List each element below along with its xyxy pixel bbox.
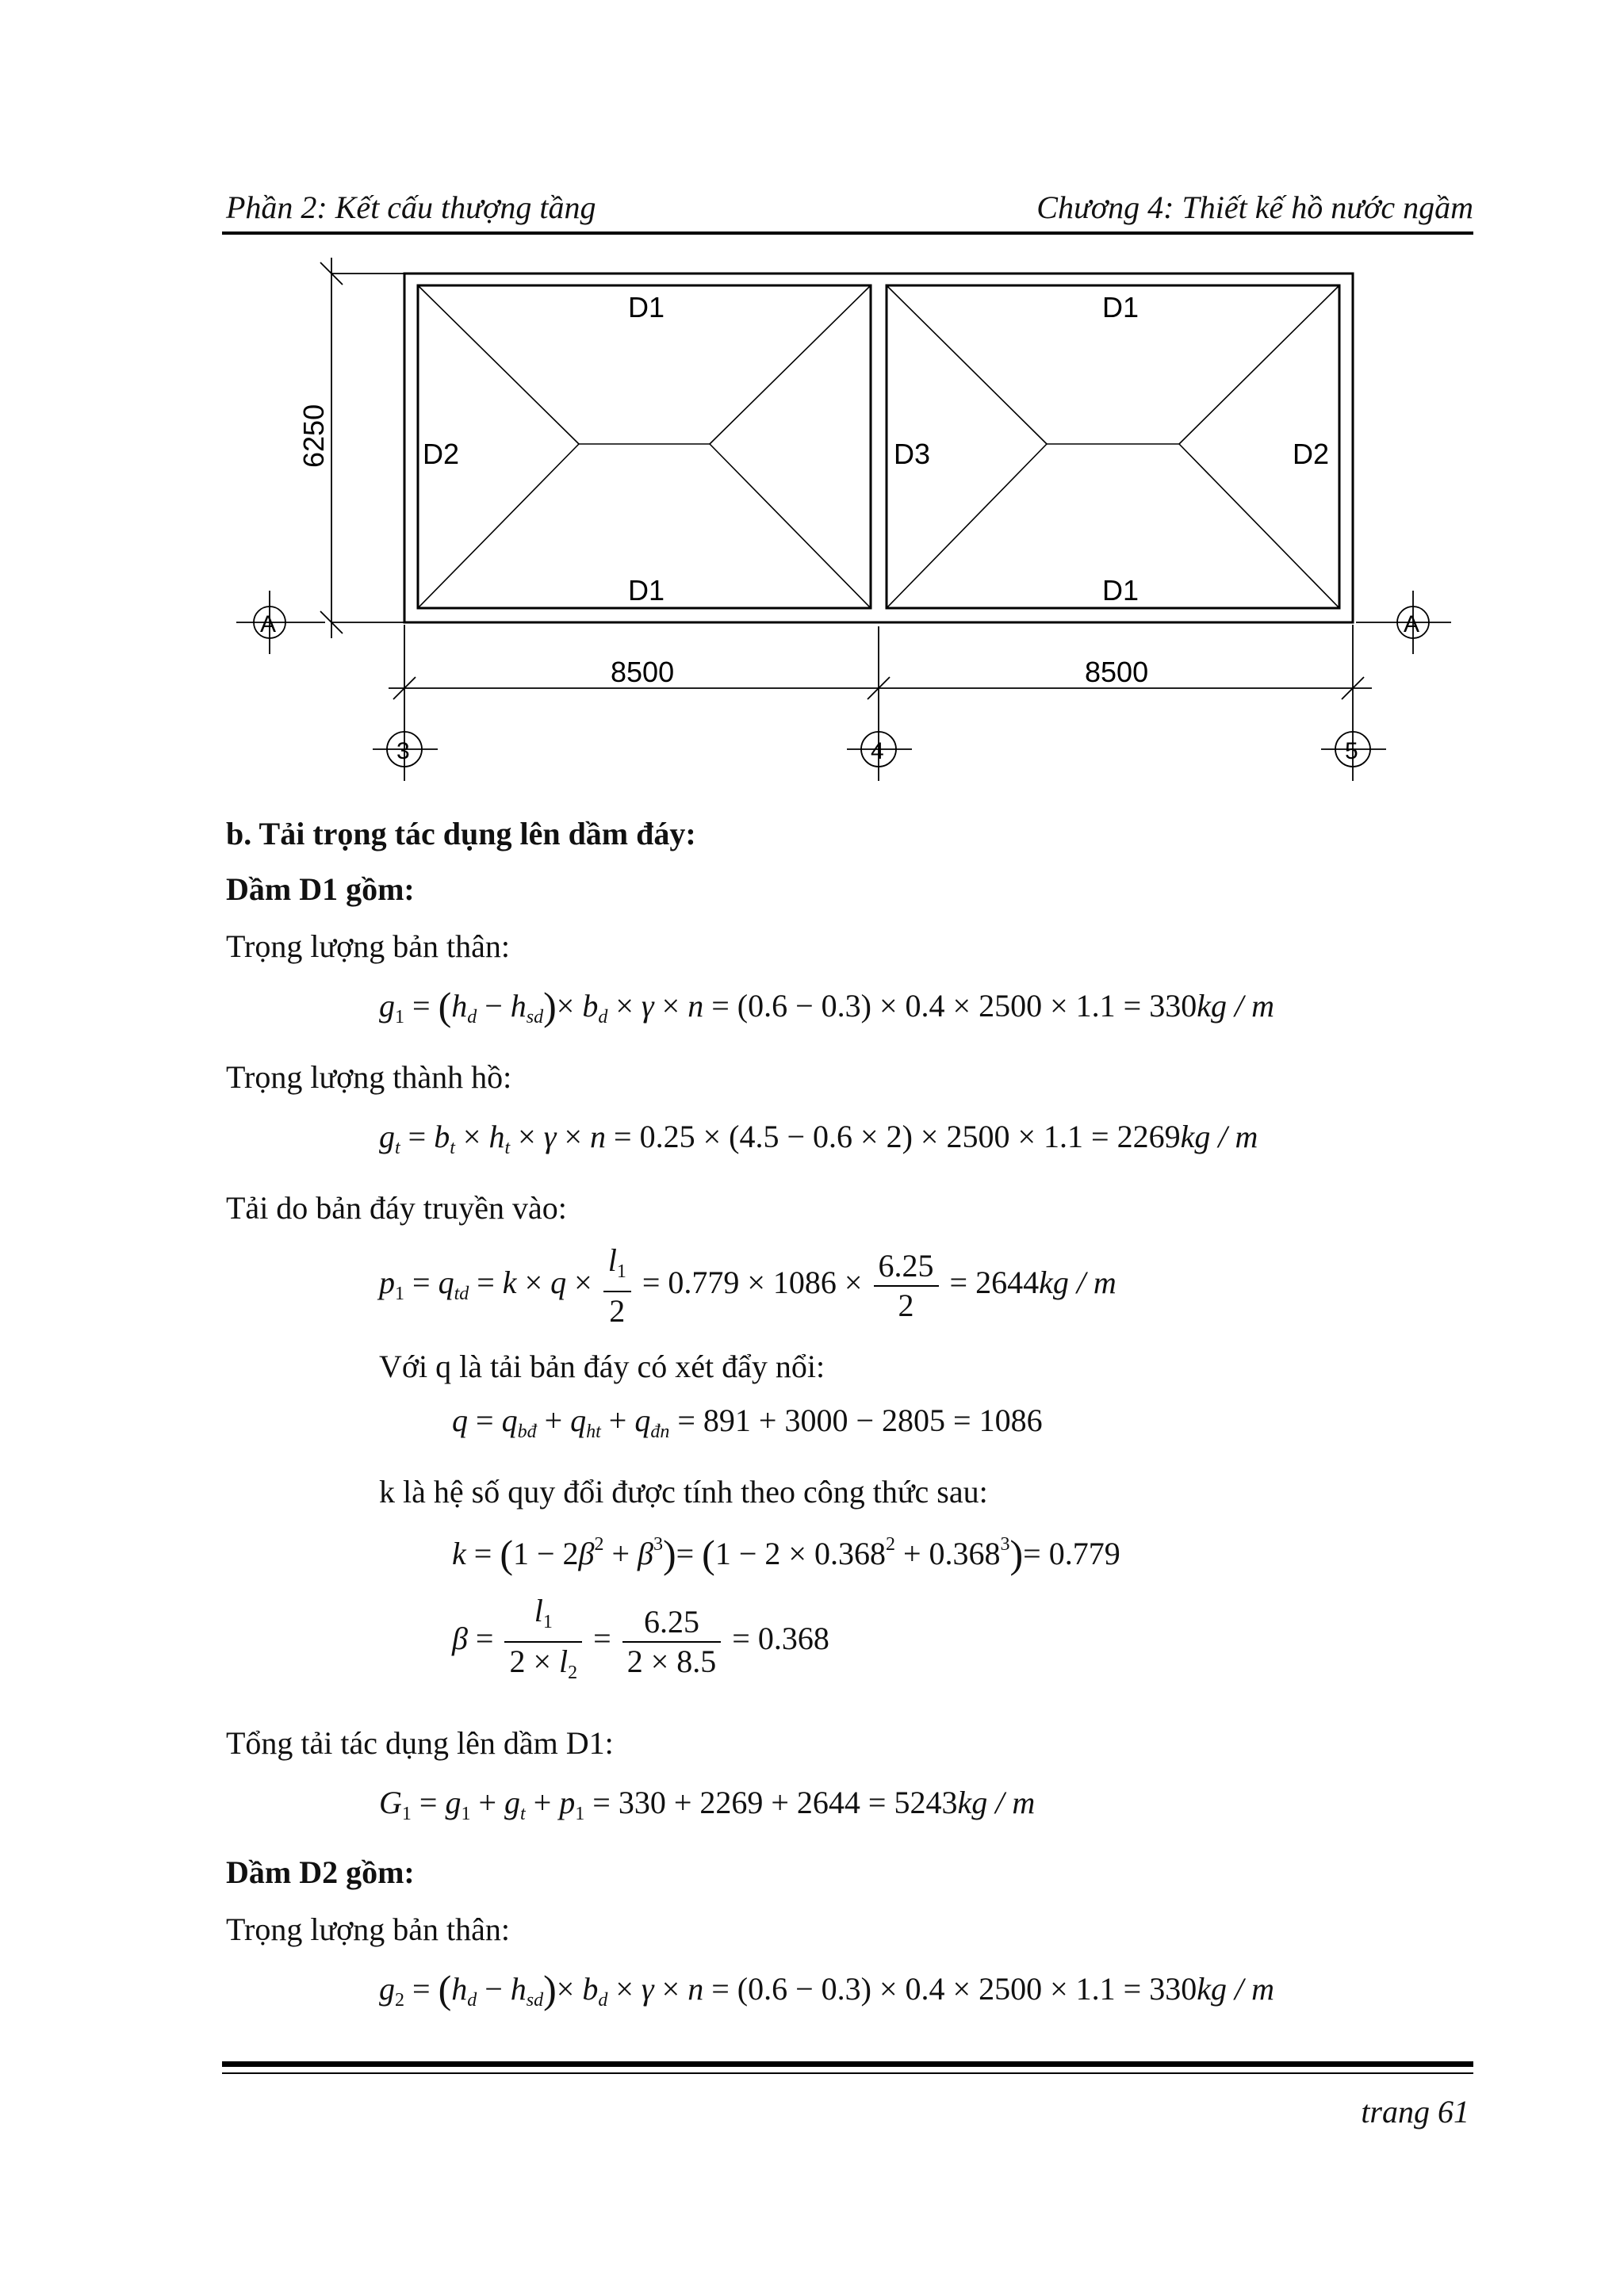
section-b-heading: b. Tải trọng tác dụng lên dầm đáy: — [226, 816, 696, 851]
axis-5-label: 5 — [1345, 738, 1358, 764]
G1-rhs: 330 + 2269 + 2644 = 5243 — [618, 1785, 958, 1820]
label-d3-right: D3 — [894, 438, 931, 470]
fraction-l1-over-2l2: $\frac{l_1}{2 \times l_2}$ — [504, 1594, 582, 1690]
axis-4-label: 4 — [871, 738, 884, 764]
g2-rhs: (0.6 − 0.3) × 0.4 × 2500 × 1.1 = 330 — [737, 1971, 1197, 2007]
footer-rule-thick — [222, 2061, 1473, 2067]
axis-a-right-label: A — [1404, 611, 1420, 637]
g1-rhs: (0.6 − 0.3) × 0.4 × 2500 × 1.1 = 330 — [737, 988, 1197, 1024]
self-weight-label: Trọng lượng bản thân: — [226, 928, 511, 964]
p1-numerator: 6.25 — [874, 1249, 939, 1287]
G1-unit: kg / m — [957, 1785, 1036, 1820]
equation-G1: $G_1 = g_1 + g_t + p_1 = 330 + 2269 + 2644 = 5243kg / m$ — [379, 1785, 1036, 1824]
k-note: k là hệ số quy đổi được tính theo công thức sau: — [379, 1474, 988, 1510]
axis-a-left-marker — [236, 591, 325, 654]
yield-lines-right — [887, 285, 1339, 608]
dim-right-label: 8500 — [1085, 656, 1149, 688]
wall-weight-label: Trọng lượng thành hồ: — [226, 1059, 512, 1095]
p1-k-term: 0.779 × 1086 × — [668, 1265, 863, 1301]
gt-unit: kg / m — [1180, 1119, 1258, 1154]
dim-vertical-lines — [320, 258, 404, 638]
page-number: trang 61 — [1361, 2094, 1469, 2130]
yield-lines-left — [418, 285, 871, 608]
p1-denominator: 2 — [898, 1288, 914, 1323]
tank-plan-drawing — [0, 0, 1624, 793]
total-d1-label: Tổng tải tác dụng lên dầm D1: — [226, 1725, 614, 1761]
fraction-beta — [622, 1605, 722, 1679]
gt-rhs: 0.25 × (4.5 − 0.6 × 2) × 2500 × 1.1 = 2269 — [639, 1119, 1181, 1154]
beta-denominator: 2 × 8.5 — [626, 1644, 717, 1679]
g1-unit: kg / m — [1197, 988, 1274, 1024]
label-d2-right: D2 — [1293, 438, 1330, 470]
label-d1-right-bottom: D1 — [1102, 574, 1139, 607]
label-d1-left-bottom: D1 — [628, 574, 665, 607]
label-d1-left-top: D1 — [628, 291, 665, 323]
label-d1-right-top: D1 — [1102, 291, 1139, 323]
d2-heading: Dầm D2 gồm: — [226, 1854, 415, 1890]
fraction-l1-over-2: $\frac{l_1}{2}$ — [603, 1243, 631, 1329]
beta-result: 0.368 — [757, 1621, 829, 1657]
dim-vertical-label: 6250 — [297, 404, 330, 468]
axis-3-label: 3 — [396, 738, 410, 764]
dim-horizontal-lines — [389, 625, 1372, 718]
equation-p1: $p_1 = q_{td} = k \times q$ × $\frac{l_1}{2}$ = 0.779 × 1086 × $\frac{6.25}{2}$ = 2644kg / m — [379, 1242, 1116, 1329]
header-left: Phần 2: Kết cấu thượng tầng — [226, 189, 596, 225]
p1-result: 2644 — [975, 1265, 1040, 1301]
dim-left-label: 8500 — [611, 656, 675, 688]
k-result: 0.779 — [1048, 1536, 1120, 1571]
q-rhs: 891 + 3000 − 2805 = 1086 — [703, 1402, 1043, 1438]
g2-unit: kg / m — [1197, 1971, 1274, 2007]
panel-left — [418, 285, 871, 608]
equation-gt: $g_t = b_t \times h_t \times \gamma \times n = 0.25 \times (4.5 - 0.6 \times 2) \times 2500 \times 1.1 = 2269kg / m$ — [379, 1119, 1258, 1158]
label-d2-left: D2 — [423, 438, 460, 470]
panel-right — [887, 285, 1339, 608]
p1-unit: kg / m — [1039, 1265, 1116, 1301]
d1-heading: Dầm D1 gồm: — [226, 871, 415, 907]
equation-beta: β = $\frac{l_1}{2 \times l_2}$ = $\frac{6.25}{2 \times 8.5}$ = 0.368 — [452, 1594, 829, 1690]
outer-wall — [404, 274, 1353, 622]
beta-numerator: 6.25 — [622, 1605, 722, 1643]
equation-g1: $g_1 = (h_d - h_{sd})\times b_d \times \gamma \times n = (0.6 - 0.3) \times 0.4 \times 2500 \times 1.1 = 330kg / m$ — [379, 984, 1274, 1028]
fraction-p1 — [874, 1249, 939, 1323]
slab-load-label: Tải do bản đáy truyền vào: — [226, 1190, 567, 1226]
q-note: Với q là tải bản đáy có xét đẩy nổi: — [379, 1349, 825, 1384]
header-right: Chương 4: Thiết kế hồ nước ngầm — [1036, 189, 1473, 225]
equation-q: $q = q_{bđ} + q_{ht} + q_{đn} = 891 + 3000 - 2805 = 1086$ — [452, 1402, 1043, 1442]
footer-rule-thin — [222, 2072, 1473, 2074]
self-weight2-label: Trọng lượng bản thân: — [226, 1911, 511, 1947]
axis-a-left-label: A — [260, 611, 277, 637]
equation-k: $k = (1 - 2\beta^2 + \beta^3)= (1 - 2 \times 0.368^2 + 0.368^3)= 0.779$ — [452, 1532, 1120, 1576]
equation-g2: $g_2 = (h_d - h_{sd})\times b_d \times \gamma \times n = (0.6 - 0.3) \times 0.4 \times 2500 \times 1.1 = 330kg / m$ — [379, 1967, 1274, 2011]
